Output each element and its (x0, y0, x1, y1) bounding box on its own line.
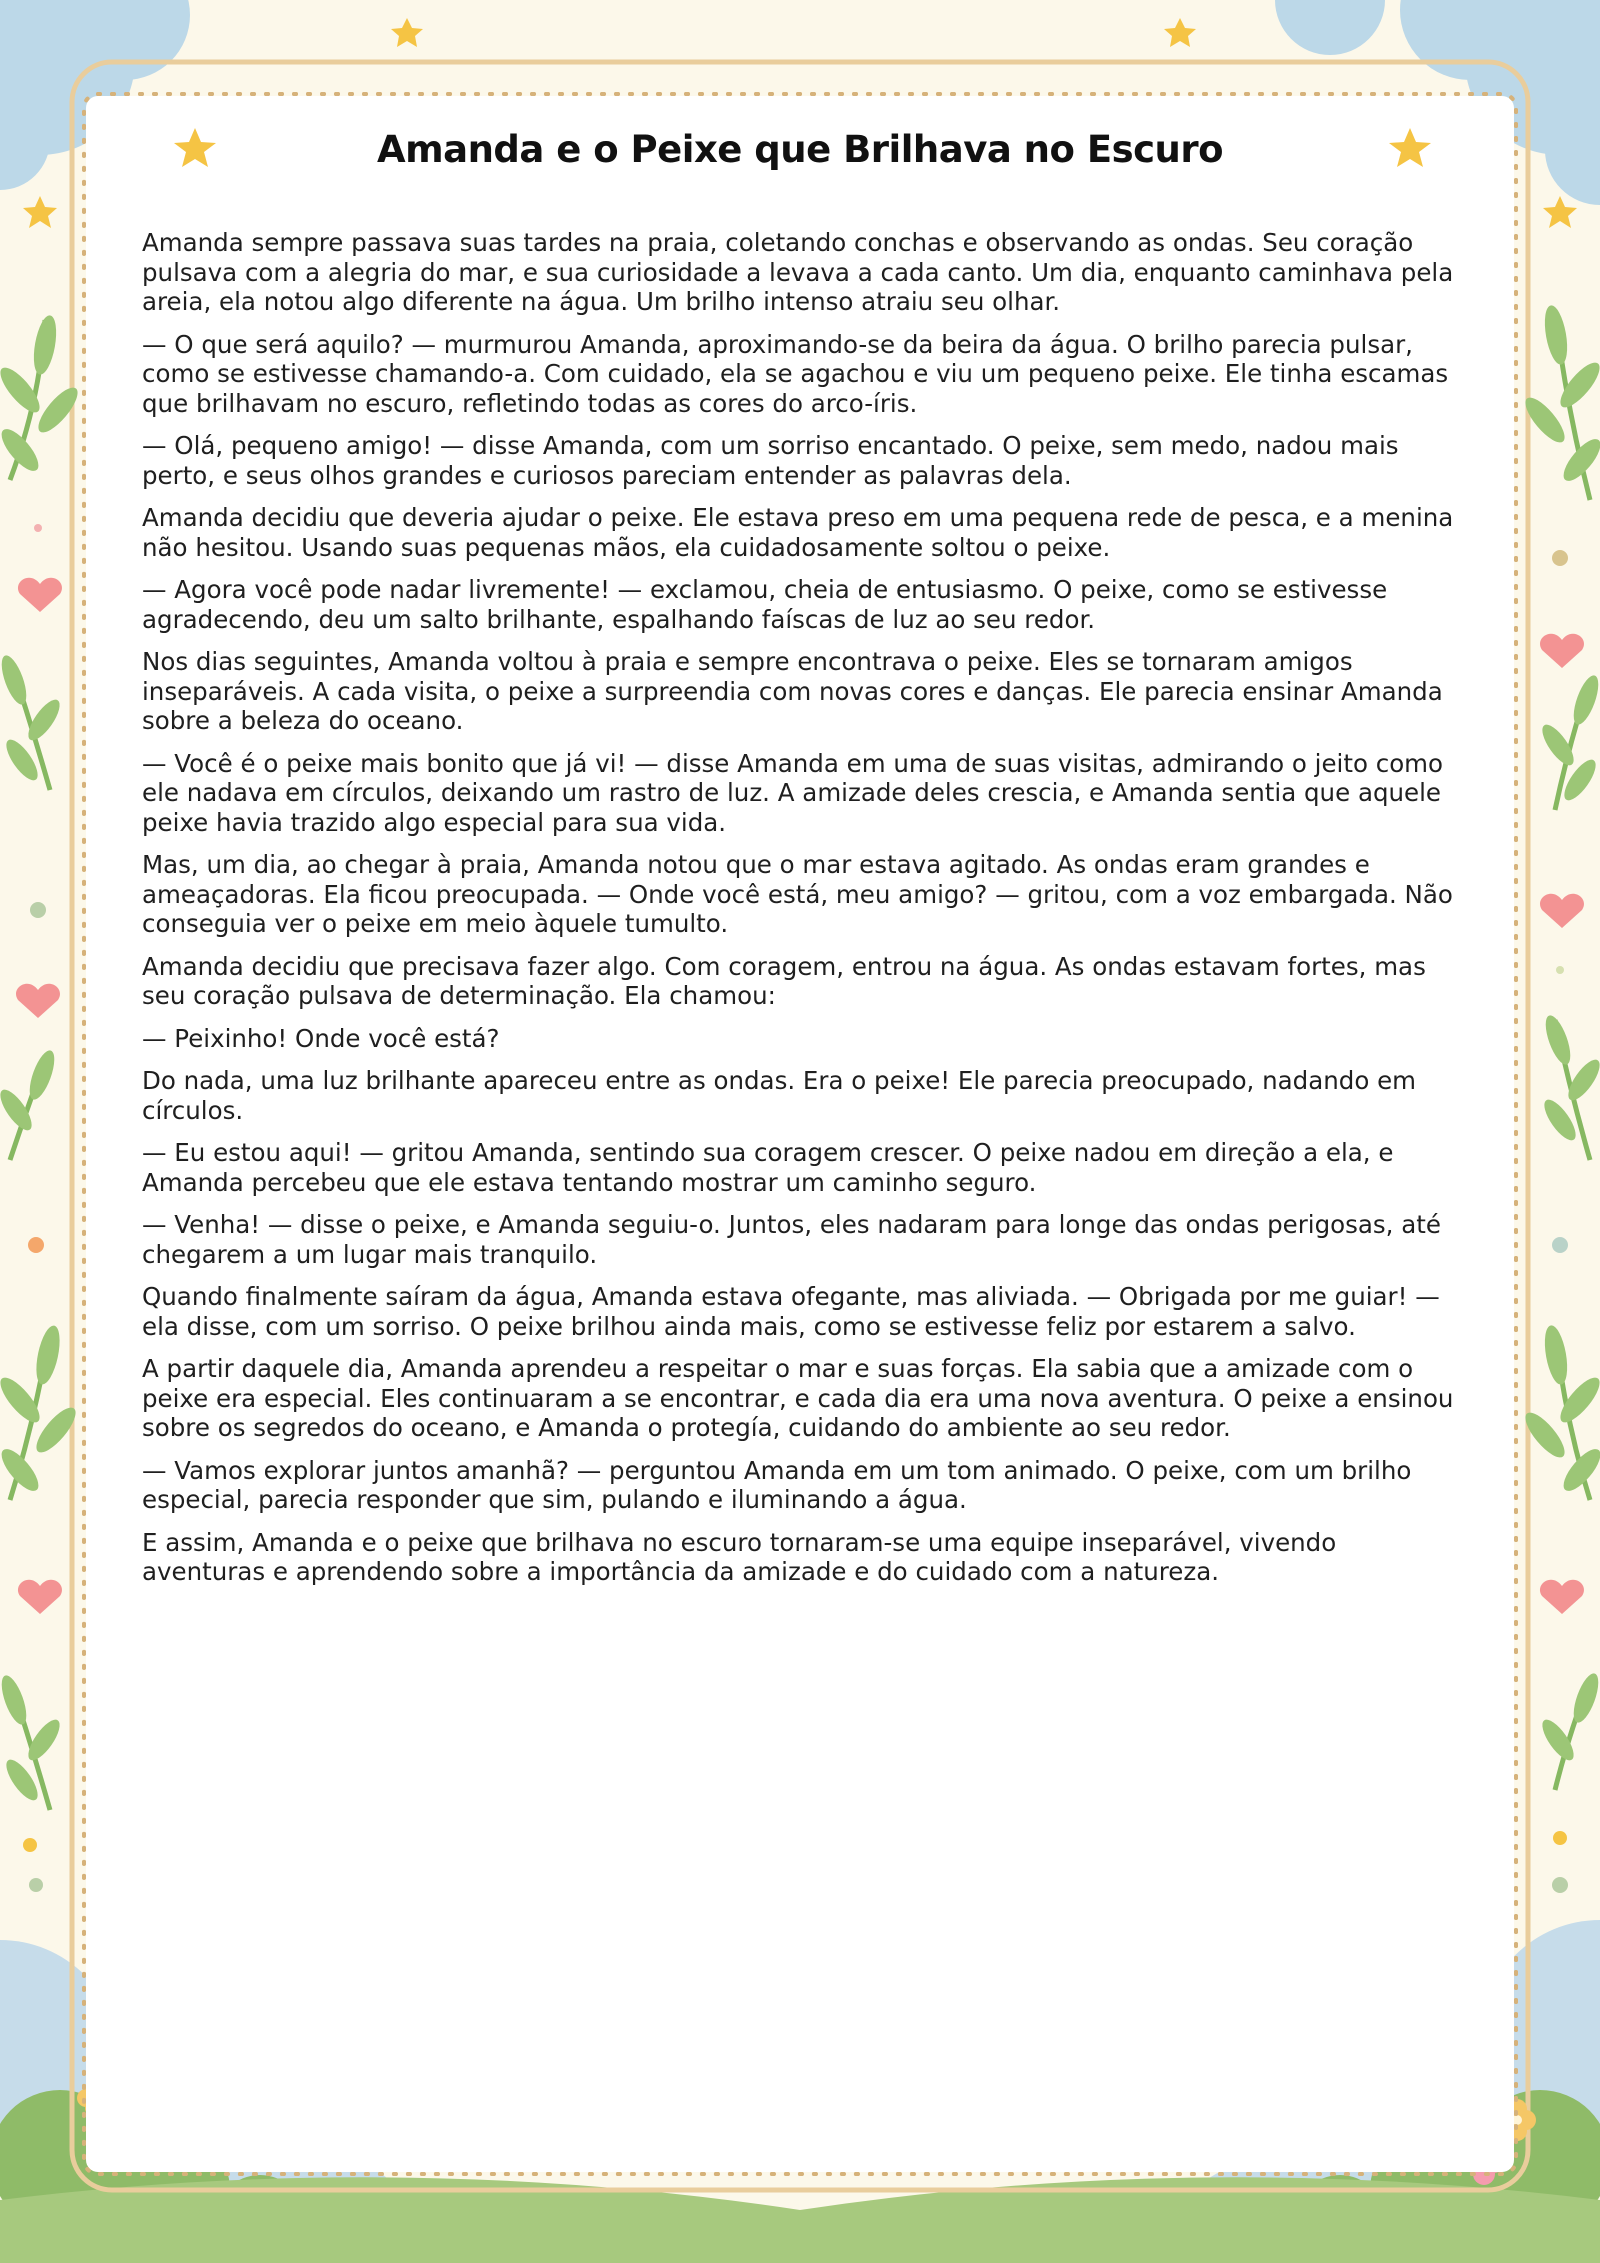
leaf-branch-icon (1519, 1324, 1600, 1500)
star-icon (391, 18, 423, 47)
heart-icon (1540, 1580, 1584, 1614)
dot-decoration (29, 1878, 43, 1892)
leaf-branch-icon (0, 652, 65, 790)
leaf-branch-icon (0, 1672, 65, 1810)
dot-decoration (34, 524, 42, 532)
star-icon (1543, 196, 1577, 228)
story-body (142, 228, 1460, 1600)
heart-icon (1540, 894, 1584, 928)
heart-icon (18, 1580, 62, 1614)
paragraph: Quando finalmente saíram da água, Amanda estava ofegante, mas aliviada. — Obrigada por me guiar! — ela disse, com um sorriso. O peixe brilhou ainda mais, como se estivesse feliz por estarem a salvo. (142, 1282, 1440, 1341)
paragraph: Mas, um dia, ao chegar à praia, Amanda notou que o mar estava agitado. As ondas eram grandes e ameaçadoras. Ela ficou preocupada. — Onde você está, meu amigo? — gritou, com a voz embargada. Não conseguia ver o peixe em meio àquele tumulto. (142, 850, 1453, 938)
leaf-branch-icon (0, 1047, 59, 1160)
paragraph: — Peixinho! Onde você está? (142, 1023, 500, 1053)
paragraph: Amanda decidiu que deveria ajudar o peixe. Ele estava preso em uma pequena rede de pesca, e a menina não hesitou. Usando suas pequenas mãos, ela cuidadosamente soltou o peixe. (142, 503, 1454, 562)
dot-decoration (28, 1237, 44, 1253)
paragraph: — Venha! — disse o peixe, e Amanda seguiu-o. Juntos, eles nadaram para longe das ondas perigosas, até chegarem a um lugar mais tranquilo. (142, 1210, 1441, 1269)
paragraph: — Eu estou aqui! — gritou Amanda, sentindo sua coragem crescer. O peixe nadou em direção a ela, e Amanda percebeu que ele estava tentando mostrar um caminho seguro. (142, 1138, 1394, 1197)
paragraph: — Agora você pode nadar livremente! — exclamou, cheia de entusiasmo. O peixe, como se estivesse agradecendo, deu um salto brilhante, espalhando faíscas de luz ao seu redor. (142, 575, 1388, 634)
paragraph: — O que será aquilo? — murmurou Amanda, aproximando-se da beira da água. O brilho parecia pulsar, como se estivesse chamando-a. Com cuidado, ela se agachou e viu um pequeno peixe. Ele tinha escamas que brilhavam no escuro, refletindo todas as cores do arco-íris. (142, 329, 1449, 418)
leaf-branch-icon (1537, 672, 1600, 810)
leaf-branch-icon (1519, 304, 1600, 500)
dot-decoration (30, 902, 46, 918)
dot-decoration (23, 1838, 37, 1852)
dot-decoration (1552, 550, 1568, 566)
paragraph: — Olá, pequeno amigo! — disse Amanda, com um sorriso encantado. O peixe, sem medo, nadou mais perto, e seus olhos grandes e curiosos pareciam entender as palavras dela. (142, 431, 1399, 490)
paragraph: — Vamos explorar juntos amanhã? — perguntou Amanda em um tom animado. O peixe, com um brilho especial, parecia responder que sim, pulando e iluminando a água. (142, 1455, 1412, 1514)
story-title: Amanda e o Peixe que Brilhava no Escuro (376, 128, 1224, 171)
heart-icon (18, 578, 62, 612)
paragraph: Amanda sempre passava suas tardes na praia, coletando conchas e observando as ondas. Seu coração pulsava com a alegria do mar, e sua curiosidade a levava a cada canto. Um dia, enquanto caminhava pela areia, ela notou algo diferente na água. Um brilho intenso atraiu seu olhar. (142, 228, 1454, 316)
heart-icon (1540, 634, 1584, 668)
paragraph: Amanda decidiu que precisava fazer algo. Com coragem, entrou na água. As ondas estavam fortes, mas seu coração pulsava de determinação. Ela chamou: (142, 951, 1426, 1010)
dot-decoration (1552, 1237, 1568, 1253)
paragraph: A partir daquele dia, Amanda aprendeu a respeitar o mar e suas forças. Ela sabia que a amizade com o peixe era especial. Eles continuaram a se encontrar, e cada dia era uma nova aventura. O peixe a ensinou sobre os segredos do oceano, e Amanda o protegía, cuidando do ambiente ao seu redor. (142, 1354, 1454, 1442)
dot-decoration (1553, 1831, 1567, 1845)
dot-decoration (1556, 966, 1564, 974)
leaf-branch-icon (1539, 1012, 1600, 1160)
heart-icon (16, 984, 60, 1018)
paragraph: Nos dias seguintes, Amanda voltou à praia e sempre encontrava o peixe. Eles se tornaram amigos inseparáveis. A cada visita, o peixe a surpreendia com novas cores e danças. Ele parecia ensinar Amanda sobre a beleza do oceano. (142, 647, 1443, 735)
paragraph: E assim, Amanda e o peixe que brilhava no escuro tornaram-se uma equipe inseparável, vivendo aventuras e aprendendo sobre a importância da amizade e do cuidado com a natureza. (142, 1527, 1337, 1586)
star-icon (23, 196, 57, 228)
paragraph: — Você é o peixe mais bonito que já vi! — disse Amanda em uma de suas visitas, admirando o jeito como ele nadava em círculos, deixando um rastro de luz. A amizade deles crescia, e Amanda sentia que aquele peixe havia trazido algo especial para sua vida. (142, 748, 1444, 837)
paragraph: Do nada, uma luz brilhante apareceu entre as ondas. Era o peixe! Ele parecia preocupado, nadando em círculos. (142, 1066, 1417, 1125)
dot-decoration (1552, 1877, 1568, 1893)
leaf-branch-icon (0, 1324, 82, 1500)
leaf-branch-icon (1537, 1670, 1600, 1790)
star-icon (1164, 18, 1196, 47)
